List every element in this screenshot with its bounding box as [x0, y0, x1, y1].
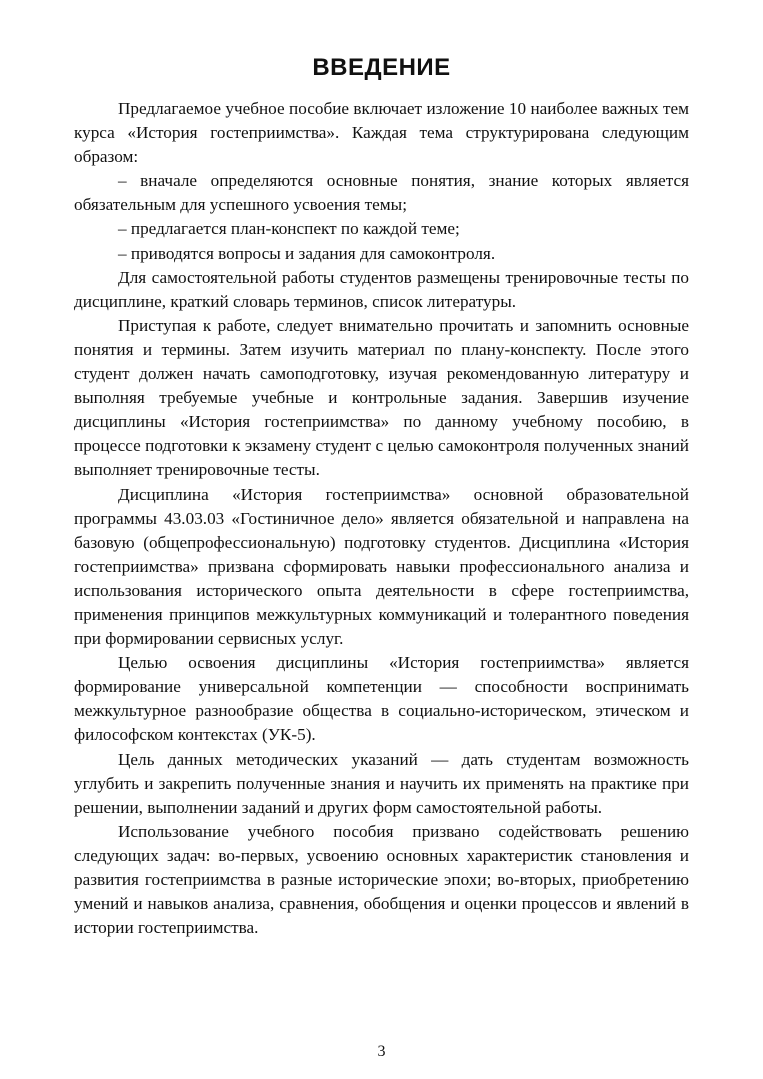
- list-item-basic-concepts: – вначале определяются основные понятия, знание которых является обязательным для успешного усвоения темы;: [74, 171, 689, 215]
- list-item-plan-outline: – предлагается план-конспект по каждой теме;: [118, 219, 460, 239]
- list-item-self-check: – приводятся вопросы и задания для самоконтроля.: [118, 243, 496, 263]
- paragraph-tasks: Использование учебного пособия призвано содействовать решению следующих задач: во-первых, усвоению основных характеристик становления и развития гостеприимства в разные исторические эпохи; во-вторых, приобретению умений и навыков анализа, сравнения, обобщения и оценки процессов и явлений в истории гостеприимства.: [74, 821, 689, 938]
- paragraph-course-goal: Целью освоения дисциплины «История гостеприимства» является формирование универсальной компетенции — способности воспринимать межкультурное разнообразие общества в социально-историческом, этическом и философском контекстах (УК-5).: [74, 653, 689, 745]
- page-title: ВВЕДЕНИЕ: [312, 54, 451, 81]
- paragraph-guidelines-goal: Цель данных методических указаний — дать студентам возможность углубить и закрепить полученные знания и научить их применять на практике при решении, выполнении заданий и других форм самостоятельной работы.: [74, 749, 689, 817]
- body-text: [74, 97, 689, 940]
- paragraph-independent-work: Для самостоятельной работы студентов размещены тренировочные тесты по дисциплине, краткий словарь терминов, список литературы.: [74, 267, 689, 311]
- page-number: 3: [377, 1043, 386, 1060]
- paragraph-intro: Предлагаемое учебное пособие включает изложение 10 наиболее важных тем курса «История гостеприимства». Каждая тема структурирована следующим образом:: [74, 99, 689, 167]
- paragraph-discipline-program: Дисциплина «История гостеприимства» основной образовательной программы 43.03.03 «Гостиничное дело» является обязательной и направлена на базовую (общепрофессиональную) подготовку студентов. Дисциплина «История гостеприимства» призвана сформировать навыки профессионального анализа и использования исторического опыта деятельности в сфере гостеприимства, применения принципов межкультурных коммуникаций и толерантного поведения при формировании сервисных услуг.: [74, 484, 689, 649]
- paragraph-getting-started: Приступая к работе, следует внимательно прочитать и запомнить основные понятия и термины. Затем изучить материал по плану-конспекту. После этого студент должен начать самоподготовку, изучая рекомендованную литературу и выполняя требуемые учебные и контрольные задания. Завершив изучение дисциплины «История гостеприимства» по данному учебному пособию, в процессе подготовки к экзамену студент с целью самоконтроля полученных знаний выполняет тренировочные тесты.: [74, 315, 689, 480]
